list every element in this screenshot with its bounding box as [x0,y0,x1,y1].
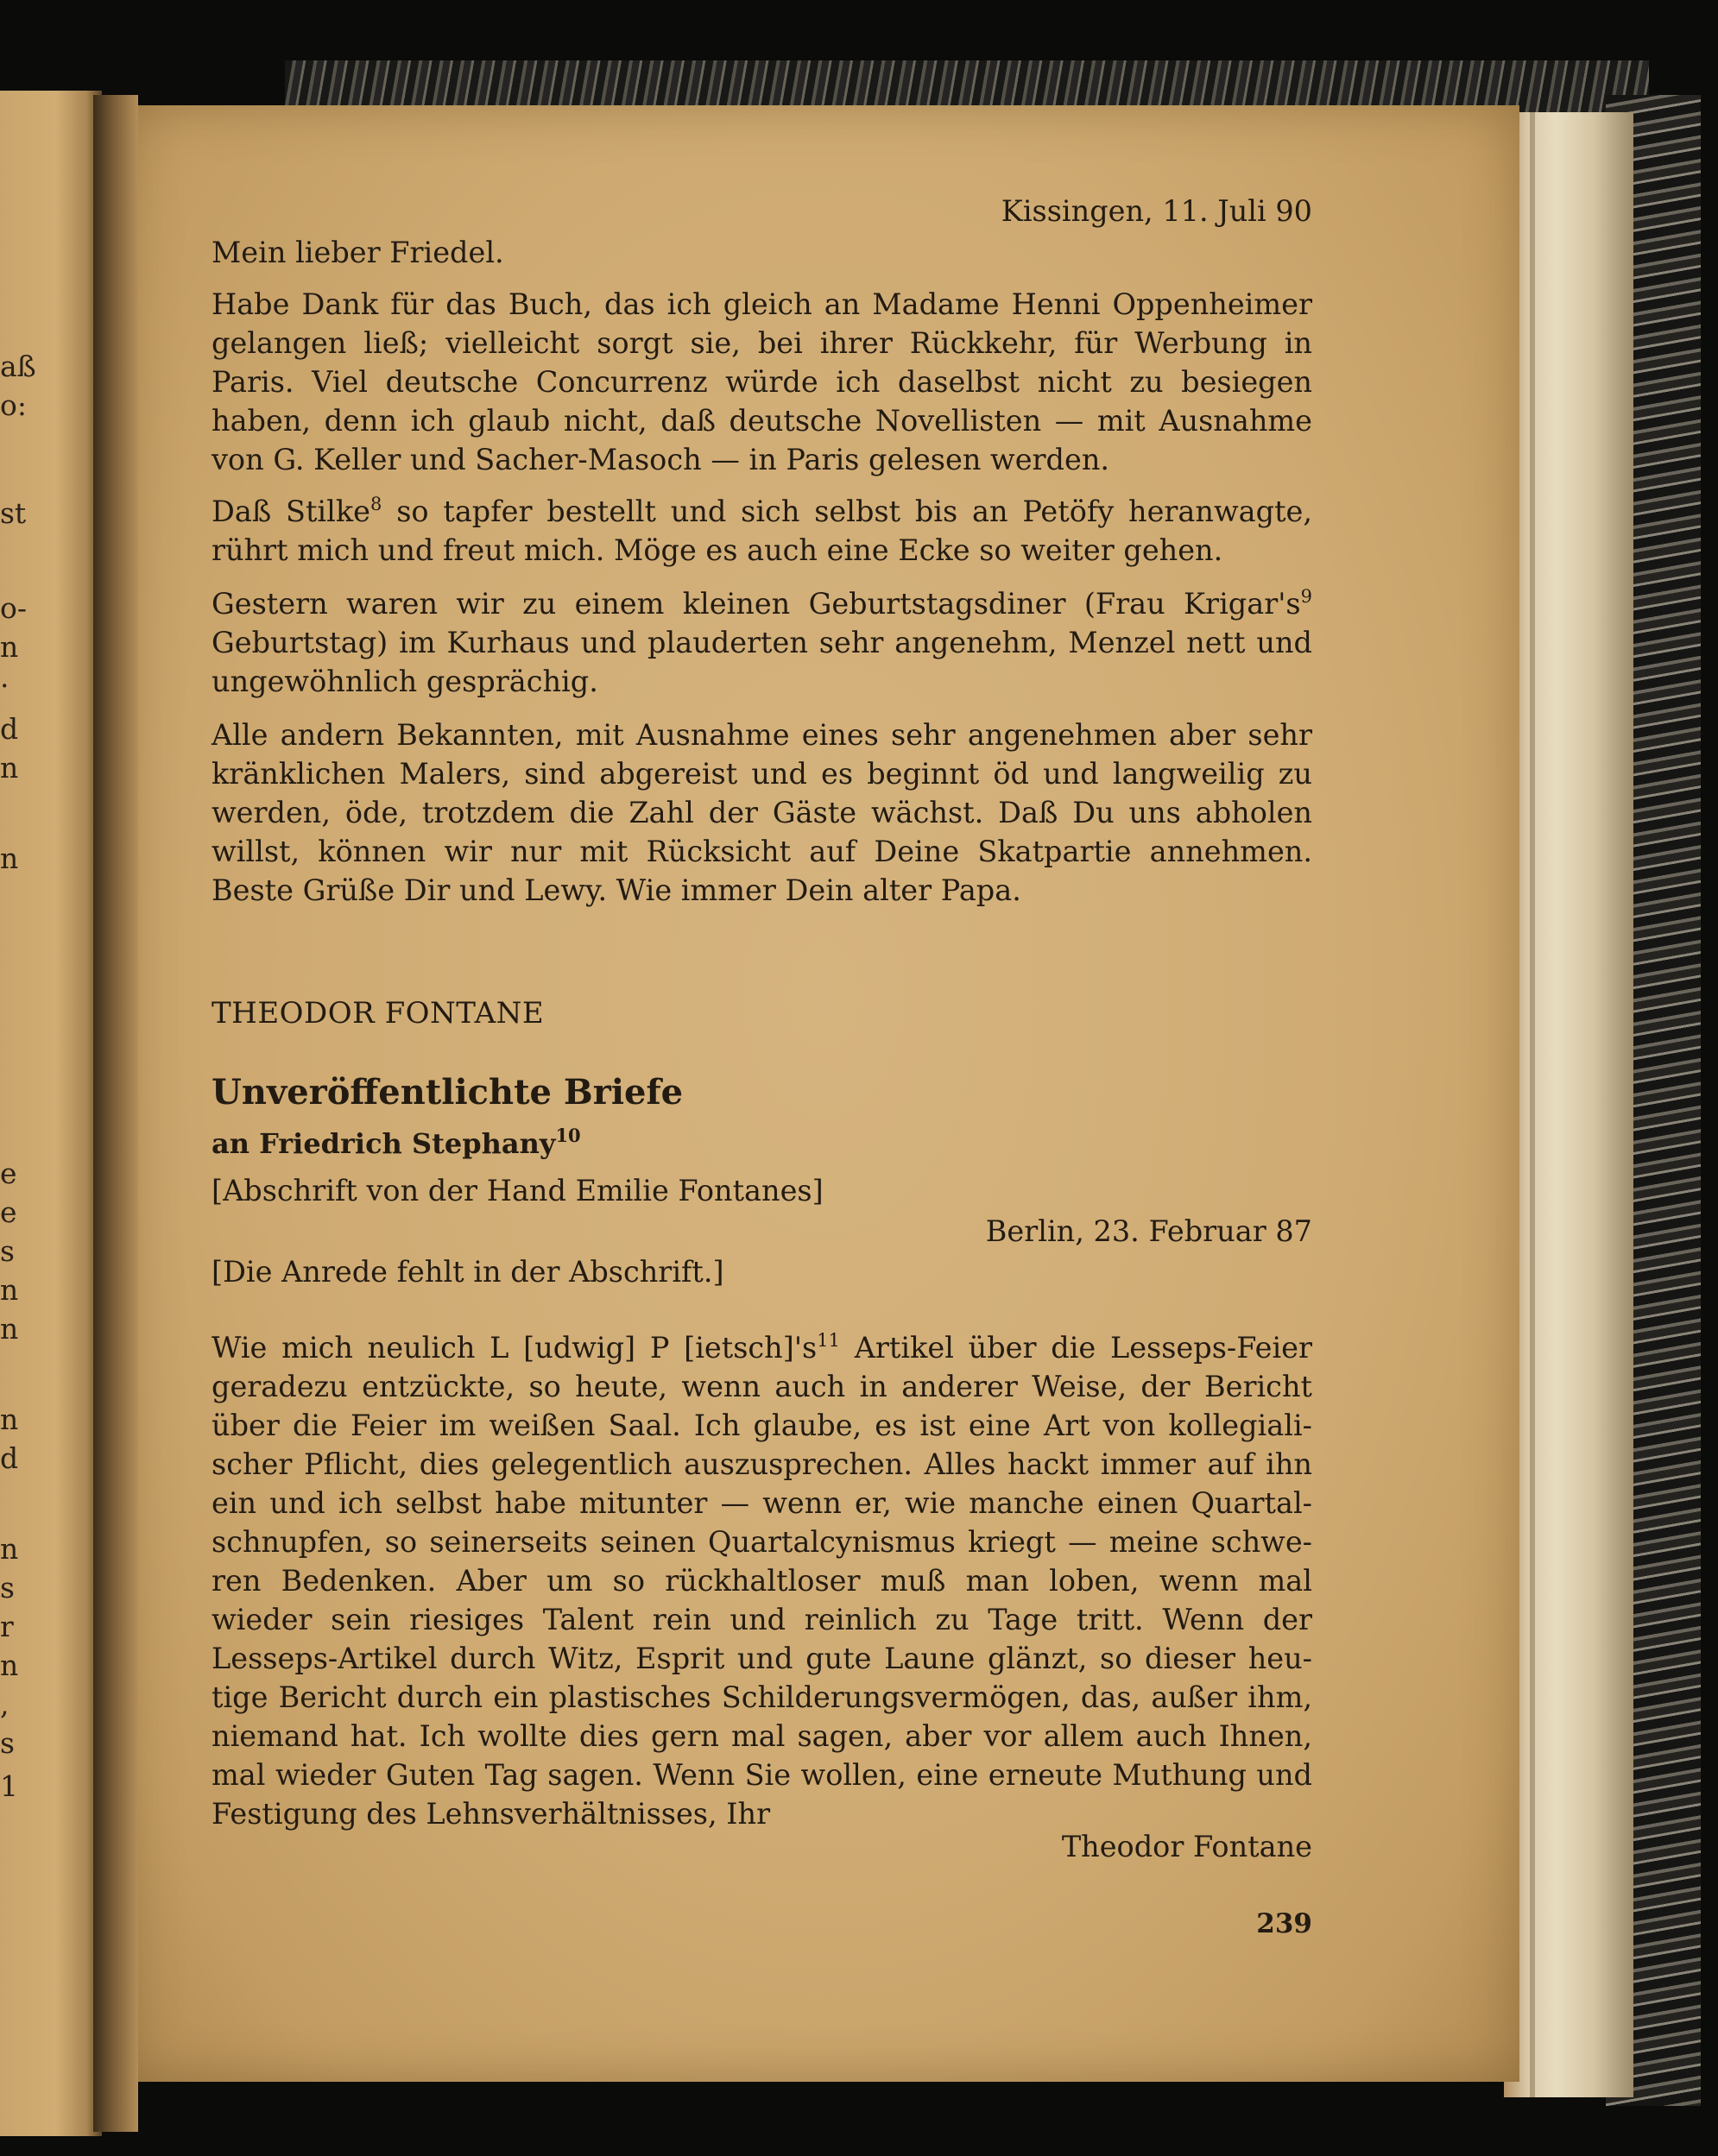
footnote-ref: 10 [555,1125,581,1146]
footnote-ref: 9 [1300,586,1312,607]
left-page-fragment: n [0,1403,19,1436]
left-page-fragment: 1 [0,1769,18,1803]
section-place-date: Berlin, 23. Februar 87 [985,1214,1312,1248]
paragraph-text: Habe Dank für das Buch, das ich gleich an Madame Henni Oppenheimer gelangen ließ; vielleicht sorgt sie, bei ihrer Rückkehr, für Werbung in Paris. Viel deutsche Concurrenz würde ich daselbst nicht zu besiegen haben, denn ich glaub nicht, daß deutsche Novellisten — mit Ausnahme von G. Keller und Sacher-Masoch — in Paris gelesen werden. [212,287,1312,476]
signature: Theodor Fontane [1061,1830,1312,1863]
left-page-fragment: n [0,842,19,875]
salutation-note: [Die Anrede fehlt in der Abschrift.] [212,1255,724,1289]
footnote-ref: 8 [370,494,382,514]
left-page-fragment: n [0,630,19,664]
left-page-fragment: s [0,1571,15,1604]
letter-paragraph-2 [212,492,1312,570]
paragraph-segment: Artikel über die Lesseps-Feier geradezu entzückte, so heute, wenn auch in anderer Weise, der Bericht über die Feier im weißen Saal. Ich glaube, es ist eine Art von kollegiali-scher Pflicht, dies gelegentlich auszusprechen. Alles hackt immer auf ihn ein und ich selbst habe mitunter — wenn er, wie manche einen Quartal-schnupfen, so seinerseits seinen Quartalcynismus kriegt — meine schwe-ren Bedenken. Aber um so rückhaltloser muß man loben, wenn mal wieder sein riesiges Talent rein und reinlich zu Tage tritt. Wenn der Lesseps-Artikel durch Witz, Esprit und gute Laune glänzt, so dieser heu-tige Bericht durch ein plastisches Schilderungsvermögen, das, außer ihm, niemand hat. Ich wollte dies gern mal sagen, aber vor allem auch Ihnen, mal wieder Guten Tag sagen. Wenn Sie wollen, eine erneute Muthung und Festigung des Lehnsverhältnisses, Ihr [212,1331,1312,1831]
left-page-fragment: e [0,1195,17,1229]
letter-paragraph-3 [212,584,1312,701]
page-number: 239 [1256,1908,1312,1939]
left-page-fragment: o: [0,388,27,422]
paragraph-segment: so tapfer bestellt und sich selbst bis an Petöfy heranwagte, rührt mich und freut mich. Möge es auch eine Ecke so weiter gehen. [212,495,1312,567]
paragraph-segment: Wie mich neulich L [udwig] P [ietsch]'s [212,1331,818,1365]
left-page-fragment: o- [0,591,28,625]
left-page-fragment: n [0,1312,19,1346]
letter-place-date: Kissingen, 11. Juli 90 [1001,194,1312,228]
letter-paragraph-1 [212,285,1312,479]
paragraph-text [212,584,1312,701]
left-page-fragment: d [0,712,19,746]
left-page-fragment: s [0,1726,15,1760]
page-edges [1504,112,1633,2097]
copy-note: [Abschrift von der Hand Emilie Fontanes] [212,1174,824,1207]
paragraph-segment: Daß Stilke [212,495,370,528]
paragraph-segment: Gestern waren wir zu einem kleinen Geburtstagsdiner (Frau Krigar's [212,587,1301,621]
paragraph-text [212,1328,1312,1833]
footnote-ref: 11 [817,1330,840,1351]
paragraph-text: Alle andern Bekannten, mit Ausnahme eines sehr angenehmen aber sehr kränklichen Malers, sind abgereist und es beginnt öd und langweilig zu werden, öde, trotzdem die Zahl der Gäste wächst. Daß Du uns abholen willst, können wir nur mit Rücksicht auf Deine Skatpartie annehmen. Beste Grüße Dir und Lewy. Wie immer Dein alter Papa. [212,718,1312,907]
binding-top [285,60,1649,112]
section-title: Unveröffentlichte Briefe [212,1072,684,1113]
section-subtitle [212,1125,1312,1163]
left-page-fragment: e [0,1157,17,1190]
left-page-fragment: d [0,1441,19,1475]
section-body [212,1328,1312,1833]
left-page-fragment: , [0,1687,9,1721]
left-page-fragment: s [0,1234,15,1268]
left-page-fragment: st [0,496,27,530]
left-page-fragment: n [0,1649,19,1682]
letter-salutation: Mein lieber Friedel. [212,236,504,269]
left-page-fragment: r [0,1610,14,1643]
left-page-fragment: · [0,669,9,703]
gutter-shadow [93,95,138,2132]
paragraph-segment: Geburtstag) im Kurhaus und plauderten sehr angenehm, Menzel nett und ungewöhnlich gesprächig. [212,626,1312,698]
subtitle-text: an Friedrich Stephany [212,1127,556,1160]
left-page-fragment: n [0,1273,19,1307]
paragraph-text [212,492,1312,570]
left-page-fragment: n [0,751,19,785]
left-facing-page [0,91,102,2136]
left-page-fragment: n [0,1532,19,1566]
letter-paragraph-4 [212,716,1312,910]
left-page-fragment: aß [0,350,36,383]
section-author: THEODOR FONTANE [212,996,545,1031]
